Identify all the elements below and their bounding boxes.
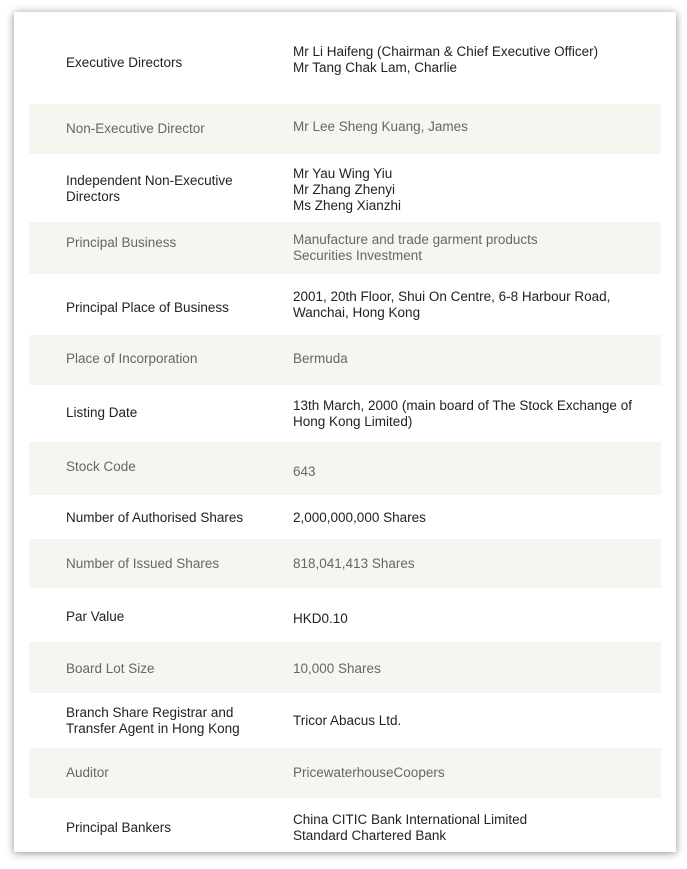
value-line: China CITIC Bank International Limited xyxy=(293,812,528,827)
row-par-value xyxy=(29,588,661,642)
row-label: Par Value xyxy=(66,609,125,624)
value-line: Ms Zheng Xianzhi xyxy=(293,198,402,213)
row-value xyxy=(293,464,661,480)
row-board-lot-size xyxy=(29,642,661,693)
row-label: Principal Place of Business xyxy=(66,300,229,315)
row-value xyxy=(293,44,661,76)
row-principal-business xyxy=(29,222,661,274)
row-label: Auditor xyxy=(66,765,109,780)
row-label: Number of Issued Shares xyxy=(66,556,220,571)
row-stock-code xyxy=(29,442,661,495)
row-label: Stock Code xyxy=(66,459,136,474)
row-executive-directors xyxy=(29,38,661,104)
row-value xyxy=(293,398,661,430)
value-line: Mr Li Haifeng (Chairman & Chief Executive Officer) xyxy=(293,44,599,59)
value-line: HKD0.10 xyxy=(293,611,348,626)
row-authorised-shares xyxy=(29,495,661,539)
row-label: Executive Directors xyxy=(66,55,183,70)
company-info-card xyxy=(14,12,676,852)
row-value xyxy=(293,351,661,367)
value-line: Mr Tang Chak Lam, Charlie xyxy=(293,60,458,75)
row-label: Branch Share Registrar and Transfer Agent in Hong Kong xyxy=(66,705,240,736)
value-line: Mr Zhang Zhenyi xyxy=(293,182,396,197)
row-principal-bankers xyxy=(29,798,661,858)
row-label: Principal Business xyxy=(66,235,177,250)
row-value xyxy=(293,289,661,321)
row-share-registrar xyxy=(29,693,661,748)
value-line: 2001, 20th Floor, Shui On Centre, 6-8 Harbour Road, Wanchai, Hong Kong xyxy=(293,289,611,320)
row-place-of-incorporation xyxy=(29,335,661,385)
row-label: Board Lot Size xyxy=(66,661,155,676)
value-line: Tricor Abacus Ltd. xyxy=(293,713,402,728)
value-line: Mr Lee Sheng Kuang, James xyxy=(293,119,468,134)
row-non-executive-director xyxy=(29,104,661,154)
row-value xyxy=(293,661,661,677)
row-value xyxy=(293,713,661,729)
value-line: 10,000 Shares xyxy=(293,661,381,676)
value-line: 13th March, 2000 (main board of The Stock Exchange of Hong Kong Limited) xyxy=(293,398,632,429)
row-value xyxy=(293,232,661,264)
value-line: Mr Yau Wing Yiu xyxy=(293,166,393,181)
value-line: Bermuda xyxy=(293,351,348,366)
company-info-table xyxy=(29,38,661,858)
row-principal-place-of-business xyxy=(29,274,661,335)
row-label: Principal Bankers xyxy=(66,820,172,835)
row-value xyxy=(293,611,661,627)
value-line: 2,000,000,000 Shares xyxy=(293,510,426,525)
row-label: Number of Authorised Shares xyxy=(66,510,244,525)
row-listing-date xyxy=(29,385,661,442)
row-value xyxy=(293,119,661,135)
value-line: PricewaterhouseCoopers xyxy=(293,765,445,780)
value-line: 643 xyxy=(293,464,316,479)
value-line: Standard Chartered Bank xyxy=(293,828,447,843)
row-value xyxy=(293,765,661,781)
row-auditor xyxy=(29,748,661,798)
value-line: Securities Investment xyxy=(293,248,423,263)
row-value xyxy=(293,812,661,844)
row-label: Independent Non-Executive Directors xyxy=(66,173,233,204)
row-label: Non-Executive Director xyxy=(66,121,205,136)
row-value xyxy=(293,510,661,526)
row-value xyxy=(293,166,661,214)
row-label: Place of Incorporation xyxy=(66,351,198,366)
value-line: Manufacture and trade garment products xyxy=(293,232,538,247)
value-line: 818,041,413 Shares xyxy=(293,556,415,571)
row-issued-shares xyxy=(29,539,661,588)
row-value xyxy=(293,556,661,572)
row-independent-directors xyxy=(29,154,661,222)
row-label: Listing Date xyxy=(66,405,138,420)
